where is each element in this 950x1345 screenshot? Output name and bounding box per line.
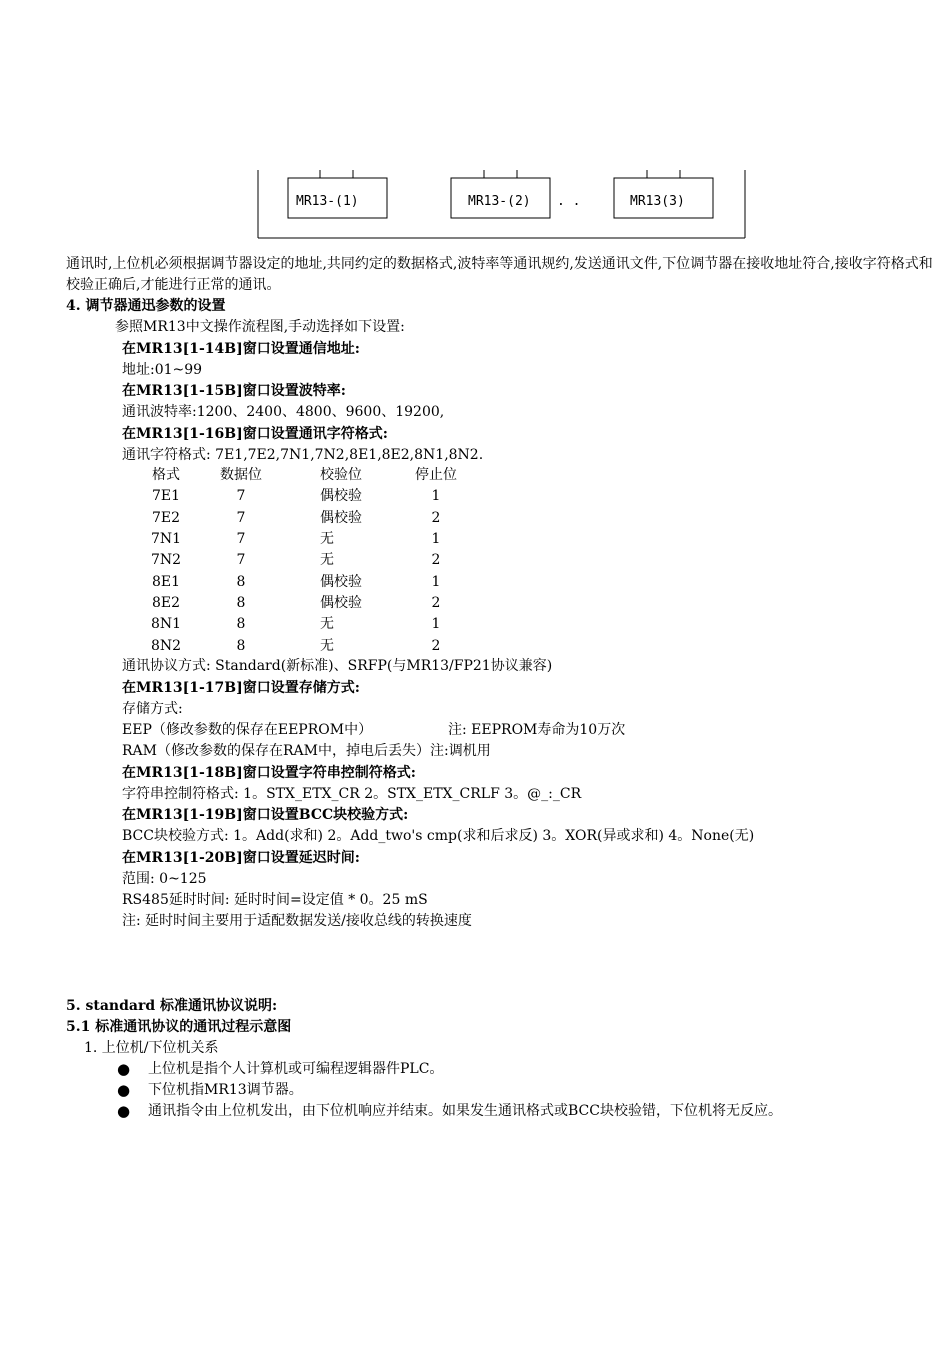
table-cell: 2 bbox=[431, 552, 441, 569]
delay-range: 范围: 0~125 bbox=[122, 871, 207, 887]
table-cell: 7N1 bbox=[150, 531, 182, 548]
table-cell: 无 bbox=[320, 552, 334, 569]
table-cell: 7 bbox=[236, 488, 246, 505]
table-cell: 8 bbox=[236, 616, 246, 633]
bullet-item-3: 通讯指令由上位机发出，由下位机响应并结束。如果发生通讯格式或BCC块校验错，下位机将无反应。 bbox=[148, 1103, 782, 1119]
table-cell: 8 bbox=[236, 573, 246, 590]
table-row bbox=[140, 529, 466, 550]
table-cell: 7N2 bbox=[150, 552, 182, 569]
table-header: 格式 bbox=[152, 467, 180, 484]
table-row bbox=[140, 614, 466, 635]
section-4-intro: 参照MR13中文操作流程图,手动选择如下设置: bbox=[115, 319, 405, 335]
relation-item: 1. 上位机/下位机关系 bbox=[84, 1040, 219, 1056]
table-cell: 8N1 bbox=[150, 616, 182, 633]
table-cell: 7 bbox=[236, 509, 246, 526]
table-cell: 1 bbox=[431, 573, 441, 590]
table-cell: 偶校验 bbox=[320, 573, 362, 590]
storage-label: 存储方式: bbox=[122, 701, 183, 717]
section-4-heading: 4. 调节器通迅参数的设置 bbox=[66, 298, 226, 314]
storage-ram: RAM（修改参数的保存在RAM中，掉电后丢失）注:调机用 bbox=[122, 743, 491, 759]
storage-heading: 在MR13[1-17B]窗口设置存储方式: bbox=[122, 680, 360, 696]
section-5-1-heading: 5.1 标准通讯协议的通讯过程示意图 bbox=[66, 1019, 292, 1035]
delay-formula: RS485延时时间: 延时时间=设定值 * 0。25 mS bbox=[122, 892, 428, 908]
table-cell: 8N2 bbox=[150, 637, 182, 654]
table-cell: 1 bbox=[431, 488, 441, 505]
control-char-value: 字符串控制符格式: 1。STX_ETX_CR 2。STX_ETX_CRLF 3。@_:_CR bbox=[122, 786, 582, 802]
format-heading: 在MR13[1-16B]窗口设置通讯字符格式: bbox=[122, 426, 388, 442]
table-cell: 7 bbox=[236, 531, 246, 548]
format-table bbox=[140, 465, 466, 657]
table-cell: 2 bbox=[431, 637, 441, 654]
table-row bbox=[140, 635, 466, 656]
protocol-mode: 通讯协议方式: Standard(新标准)、SRFP(与MR13/FP21协议兼容) bbox=[122, 658, 553, 674]
table-cell: 1 bbox=[431, 531, 441, 548]
format-value: 通讯字符格式: 7E1,7E2,7N1,7N2,8E1,8E2,8N1,8N2. bbox=[122, 447, 484, 463]
bullet-icon: ● bbox=[117, 1102, 131, 1120]
bcc-value: BCC块校验方式: 1。Add(求和) 2。Add_two's cmp(求和后求反) 3。XOR(异或求和) 4。None(无) bbox=[122, 828, 755, 844]
table-cell: 7E1 bbox=[151, 488, 181, 505]
node-label-1: MR13-(1) bbox=[296, 194, 359, 209]
baud-heading: 在MR13[1-15B]窗口设置波特率: bbox=[122, 383, 346, 399]
table-cell: 8 bbox=[236, 637, 246, 654]
network-diagram bbox=[0, 0, 950, 260]
table-row bbox=[140, 508, 466, 529]
section-5-heading: 5. standard 标准通讯协议说明: bbox=[66, 998, 278, 1014]
storage-eep-note: 注: EEPROM寿命为10万次 bbox=[448, 722, 626, 738]
baud-value: 通讯波特率:1200、2400、4800、9600、19200, bbox=[122, 404, 445, 420]
table-cell: 8E2 bbox=[151, 594, 181, 611]
table-cell: 8 bbox=[236, 594, 246, 611]
delay-heading: 在MR13[1-20B]窗口设置延迟时间: bbox=[122, 850, 360, 866]
table-header: 校验位 bbox=[320, 467, 362, 484]
node-label-2: MR13-(2) bbox=[468, 194, 531, 209]
storage-eep: EEP（修改参数的保存在EEPROM中） bbox=[122, 722, 373, 738]
bullet-icon: ● bbox=[117, 1060, 131, 1078]
table-header: 停止位 bbox=[415, 467, 457, 484]
table-cell: 无 bbox=[320, 531, 334, 548]
node-label-3: MR13(3) bbox=[630, 194, 685, 209]
table-cell: 偶校验 bbox=[320, 509, 362, 526]
address-value: 地址:01~99 bbox=[122, 362, 203, 378]
table-header: 数据位 bbox=[220, 467, 262, 484]
control-char-heading: 在MR13[1-18B]窗口设置字符串控制符格式: bbox=[122, 765, 416, 781]
bullet-icon: ● bbox=[117, 1081, 131, 1099]
bullet-item-2: 下位机指MR13调节器。 bbox=[148, 1082, 303, 1098]
table-cell: 7 bbox=[236, 552, 246, 569]
table-row bbox=[140, 550, 466, 571]
table-cell: 8E1 bbox=[151, 573, 181, 590]
table-cell: 2 bbox=[431, 509, 441, 526]
table-cell: 偶校验 bbox=[320, 488, 362, 505]
table-cell: 1 bbox=[431, 616, 441, 633]
table-row bbox=[140, 593, 466, 614]
diagram-ellipsis: . . bbox=[557, 194, 581, 209]
bcc-heading: 在MR13[1-19B]窗口设置BCC块校验方式: bbox=[122, 807, 409, 823]
bullet-item-1: 上位机是指个人计算机或可编程逻辑器件PLC。 bbox=[148, 1061, 444, 1077]
table-cell: 2 bbox=[431, 594, 441, 611]
intro-paragraph: 通讯时,上位机必须根据调节器设定的地址,共同约定的数据格式,波特率等通讯规约,发送通讯文件,下位调节器在接收地址符合,接收字符格式和校验正确后,才能进行正常的通讯。 bbox=[66, 256, 933, 293]
table-cell: 7E2 bbox=[151, 509, 181, 526]
address-heading: 在MR13[1-14B]窗口设置通信地址: bbox=[122, 341, 360, 357]
delay-note: 注: 延时时间主要用于适配数据发送/接收总线的转换速度 bbox=[122, 913, 472, 929]
table-cell: 无 bbox=[320, 616, 334, 633]
table-row bbox=[140, 486, 466, 507]
table-cell: 偶校验 bbox=[320, 594, 362, 611]
table-cell: 无 bbox=[320, 637, 334, 654]
table-row bbox=[140, 571, 466, 592]
table-header-row bbox=[140, 465, 466, 486]
